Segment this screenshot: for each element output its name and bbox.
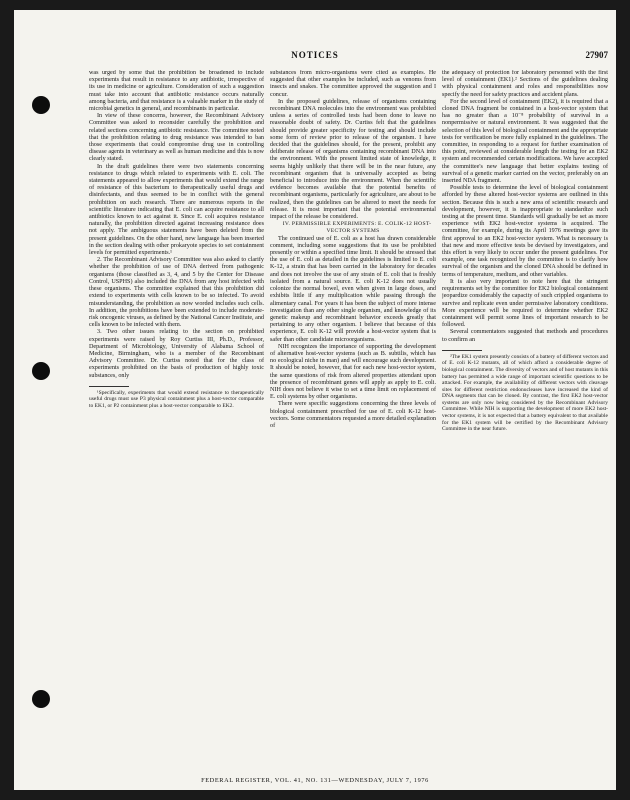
paragraph: In view of these concerns, however, the Recombinant Advisory Committee was asked to reconsider carefully the prohibition and related sections concerning antibiotic resistance. The committee noted that the prohibition relating to drug resistance was intended to ban those experiments that could compromise drug use in controlling disease agents in veterinary as well as human medicine and this is now clearly stated. <box>89 113 264 163</box>
paragraph: In the proposed guidelines, release of organisms containing recombinant DNA molecules into the environment was prohibited unless a series of controlled tests had been done to leave no reasonable doubt of safety. Dr. Curtiss felt that the guidelines should provide greater specificity for testing and should include some form of review prior to release of the organism. I have decided that the guidelines should, for the present, prohibit any deliberate release of organisms containing recombinant DNA into the environment. With the present limited state of knowledge, it seems highly unlikely that there will be in the near future, any recombinant organism that is universally accepted as being beneficial to introduce into the environment. When the scientific evidence becomes available that the potential benefits of recombinant organisms, particularly for agriculture, are about to be realized, then the guidelines can be altered to meet the needs for release. It is most important that the potential environmental impact of the release be considered. <box>270 98 436 221</box>
text-column-1 <box>89 70 264 772</box>
punch-hole-top <box>32 96 50 114</box>
paragraph: There were specific suggestions concerning the three levels of biological containment prescribed for use of E. coli K-12 host-vectors. Some commentators requested a more detailed explanation of <box>270 401 436 429</box>
page-footer: FEDERAL REGISTER, VOL. 41, NO. 131—WEDNESDAY, JULY 7, 1976 <box>201 777 429 784</box>
paragraph: NIH recognizes the importance of supporting the development of alternative host-vector systems (such as B. subtilis, which has no ecological niche in man) and will encourage such development. It should be noted, however, that for each new host-vector system, the same questions of risk from altered properties attendant upon the presence of recombinant genes will apply as apply to E. coli. NIH does not believe it wise to set a time limit on replacement of E. coli systems by other organisms. <box>270 343 436 401</box>
paragraph: In the draft guidelines there were two statements concerning resistance to drugs which related to experiments with E. coli. The statements appeared to allow experiments that would extend the range of resistance of this bacterium to therapeutically useful drugs and disinfectants, and thus seemed to be in conflict with the general prohibition on such research. There are numerous reports in the scientific literature indicating that E. coli can acquire resistance to all antibiotics known to act against it. Since E. coli acquires resistance naturally, the prohibition directed against increasing resistance does not apply. The ambiguous statements have been deleted from the present guidelines. On the other hand, new language has been inserted in the section dealing with other prokaryote species to set containment levels for permitted experiments.¹ <box>89 163 264 257</box>
paragraph: The continued use of E. coli as a host has drawn considerable comment, including some suggestions that its use be prohibited presently or within a specified time limit. It should be stressed that the use of E. coli as detailed in the guidelines is limited to E. coli K-12, a strain that has been carried in the laboratory for decades and does not involve the use of any strain of E. coli that is freshly isolated from a natural source. E. coli K-12 does not usually colonize the normal bowel, even when given in large doses, and exhibits little if any multiplication while passing through the alimentary canal. For years it has been the subject of more intense investigation than any other single organism, and knowledge of its genetic makeup and recombinant behavior exceeds greatly that pertaining to any other organism. I believe that because of this experience, E. coli K-12 will provide a host-vector system that is safer than other candidate microorganisms. <box>270 235 436 343</box>
footnote-rule <box>89 386 129 387</box>
footnote: ²The EK1 system presently consists of a battery of different vectors and of E. coli K-12 mutants, all of which afford a considerable degree of biological containment. The diversity of vectors and of host mutants in this battery has permitted a wide range of important scientific questions to be attacked. For example, the availability of different vectors with cleavage sites for different restriction endonucleases have increased the kind of DNA segments that can be cloned. By contrast, the first EK2 host-vector systems are only now being considered by the Recombinant Advisory Committee. While NIH is supporting the development of more EK2 host-vector systems, it is not expected that a battery equivalent to that available for the EK1 system will be certified by the Recombinant Advisory Committee in the near future. <box>442 353 608 433</box>
paragraph: For the second level of containment (EK2), it is required that a cloned DNA fragment be contained in a host-vector system that has no greater than a 10⁻⁸ probability of survival in a nonpermissive or natural environment. It was suggested that the selection of this level of biological containment and the appropriate tests for verification be more fully explained in the guidelines. The committee, in responding to a request for further examination of this point, reviewed at considerable length the testing for an EK2 system and recommended certain modifications. We have accepted the committee's new language that better explains testing of survival of a genetic marker carried on the vector, preferably on an inserted NDA fragment. <box>442 98 608 185</box>
paragraph: substances from micro-organisms were cited as examples. He suggested that other examples be included, such as venoms from insects and snakes. The committee approved the suggestion and I concur. <box>270 70 436 98</box>
page-header <box>14 50 616 64</box>
header-title: NOTICES <box>291 50 339 60</box>
paragraph: was urged by some that the prohibition be broadened to include experiments that result in resistance to any antibiotic, irrespective of its use in medicine or agriculture. Consideration of such a suggestion must take into account that antibiotic resistance occurs naturally among bacteria, and that resistance is a valuable marker in the study of microbial genetics in general, and recombinants in particular. <box>89 70 264 113</box>
punch-hole-bottom <box>32 690 50 708</box>
page-number: 27907 <box>585 50 608 60</box>
paragraph: Possible tests to determine the level of biological containment afforded by these altered host-vector systems are outlined in this section. Because this is such a new area of scientific research and development, however, it is inappropriate to standardize such testing at the present time. Standards will gradually be set as more experience with EK2 host-vector systems is acquired. The committee, for example, during its April 1976 meetings gave its first approval to an EK2 host-vector system. What is necessary is that new and more effective tests be devised by investigators, and this effort is very likely to occur under the present guidelines. For example, one task recognized by the committee is to clarify how survival of the organism and the cloned DNA should be defined in terms of temperature, medium, and other variables. <box>442 185 608 278</box>
paragraph: 3. Two other issues relating to the section on prohibited experiments were raised by Roy Curtiss III, Ph.D., Professor, Department of Microbiology, University of Alabama School of Medicine, Birmingham, who is a member of the Recombinant Advisory Committee. Dr. Curtiss noted that for the class of experiments prohibited on the basis of production of highly toxic substances, only <box>89 329 264 379</box>
section-heading: IV. PERMISSIBLE EXPERIMENTS: E. COLIK-12 HOST-VECTOR SYSTEMS <box>282 221 432 235</box>
text-column-3 <box>442 70 608 772</box>
paragraph: Several commentators suggested that methods and procedures to confirm an <box>442 329 608 343</box>
paragraph: It is also very important to note here that the stringent requirements set by the committee for EK2 biological containment jeopardize considerably the capacity of such crippled organisms to survive and replicate even under permissive laboratory conditions. More experience will be required to determine whether EK2 containment will permit some lines of important research to be followed. <box>442 278 608 329</box>
document-page <box>14 10 616 790</box>
paragraph: 2. The Recombinant Advisory Committee was also asked to clarify whether the prohibition of use of DNA derived from pathogenic organisms (those classified as 3, 4, and 5 by the Center for Disease Control, USPHS) also included the DNA from any host infected with these organisms. The committee explained that this prohibition did extend to experiments with cells known to be so infected. To avoid misunderstanding, the prohibition as now worded includes such cells. In addition, the prohibitions have been extended to include moderate-risk oncogenic viruses, as defined by the National Cancer Institute, and cells known to be infected with them. <box>89 257 264 329</box>
text-column-2 <box>270 70 436 772</box>
paragraph: the adequacy of protection for laboratory personnel with the first level of containment (EK1).² Sections of the guidelines dealing with physical containment and roles and responsibilities now specify the need for safety practices and accident plans. <box>442 70 608 98</box>
footnote-rule <box>442 350 482 351</box>
punch-hole-middle <box>32 362 50 380</box>
footnote: ¹Specifically, experiments that would extend resistance to therapeutically useful drugs must use P3 physical containment plus a host-vector comparable to EK1, or P2 containment plus a host-vector comparable to EK2. <box>89 389 264 409</box>
